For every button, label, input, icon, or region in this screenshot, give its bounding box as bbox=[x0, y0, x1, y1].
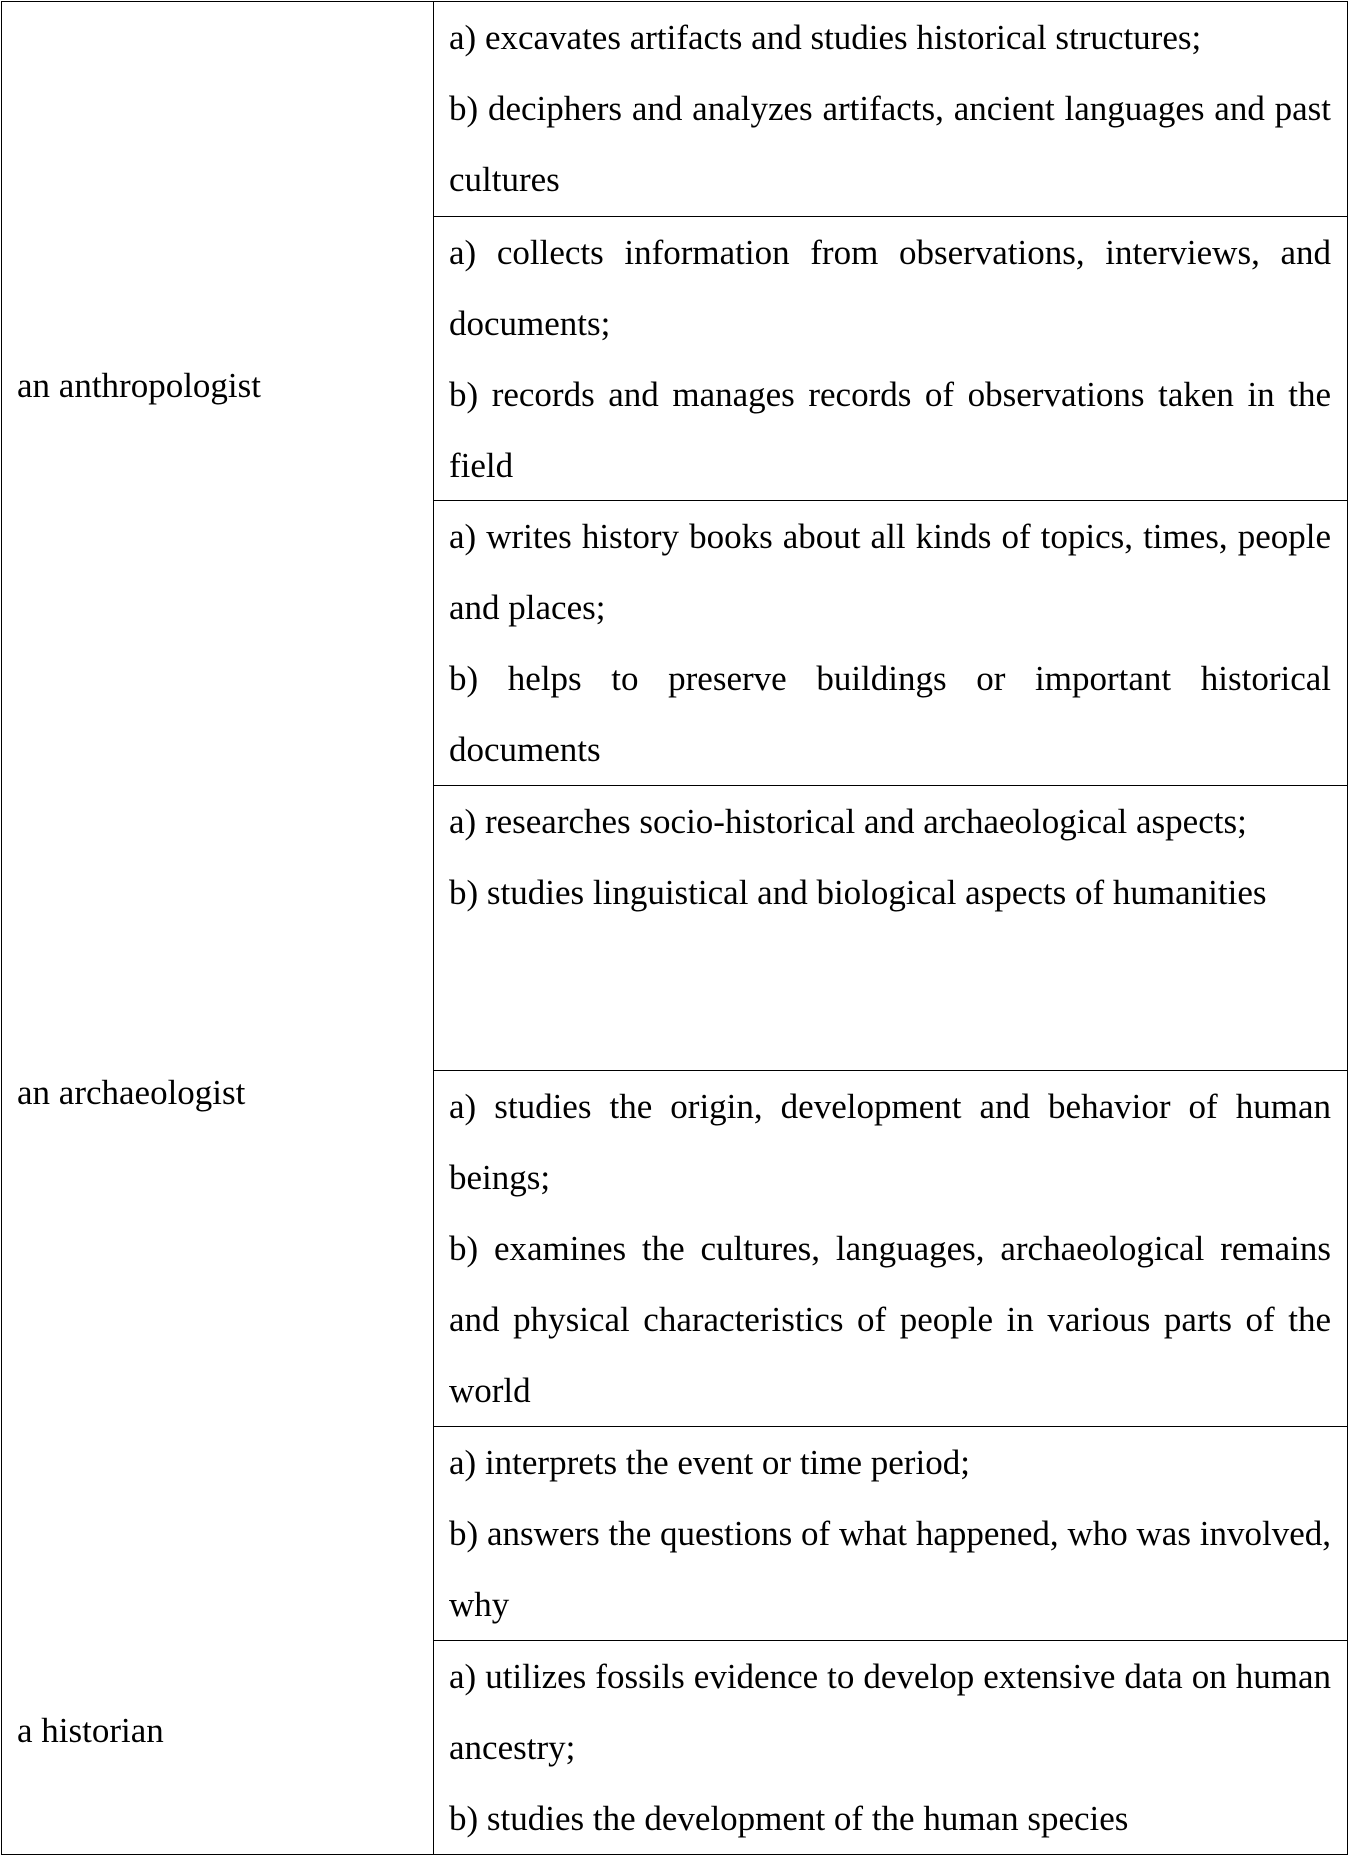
description-b: b) examines the cultures, languages, archaeological remains and physical characteristics of people in various parts of the world bbox=[449, 1229, 1331, 1410]
description-cell bbox=[434, 501, 1347, 786]
description-b: b) helps to preserve buildings or important historical documents bbox=[449, 659, 1331, 769]
occupations-column bbox=[2, 2, 434, 1854]
description-a: a) writes history books about all kinds of topics, times, people and places; bbox=[449, 517, 1331, 627]
description-cell bbox=[434, 2, 1347, 217]
description-a: a) utilizes fossils evidence to develop extensive data on human ancestry; bbox=[449, 1657, 1331, 1767]
description-a: a) interprets the event or time period; bbox=[449, 1443, 970, 1482]
description-a: a) collects information from observations, interviews, and documents; bbox=[449, 233, 1331, 343]
description-cell bbox=[434, 217, 1347, 501]
matching-table bbox=[1, 1, 1348, 1855]
descriptions-column bbox=[434, 2, 1347, 1854]
description-cell bbox=[434, 786, 1347, 1071]
description-cell bbox=[434, 1641, 1347, 1854]
description-a: a) researches socio-historical and archaeological aspects; bbox=[449, 802, 1247, 841]
description-cell bbox=[434, 1427, 1347, 1641]
occupation-label: a historian bbox=[17, 1711, 164, 1750]
description-b: b) records and manages records of observations taken in the field bbox=[449, 375, 1331, 485]
occupation-label: an anthropologist bbox=[17, 366, 261, 405]
description-cell bbox=[434, 1071, 1347, 1427]
description-a: a) excavates artifacts and studies historical structures; bbox=[449, 18, 1202, 57]
description-b: b) studies the development of the human species bbox=[449, 1799, 1129, 1838]
description-b: b) answers the questions of what happened, who was involved, why bbox=[449, 1514, 1331, 1624]
occupation-label: an archaeologist bbox=[17, 1073, 246, 1112]
description-a: a) studies the origin, development and behavior of human beings; bbox=[449, 1087, 1331, 1197]
description-b: b) studies linguistical and biological aspects of humanities bbox=[449, 873, 1267, 912]
description-b: b) deciphers and analyzes artifacts, ancient languages and past cultures bbox=[449, 89, 1331, 199]
